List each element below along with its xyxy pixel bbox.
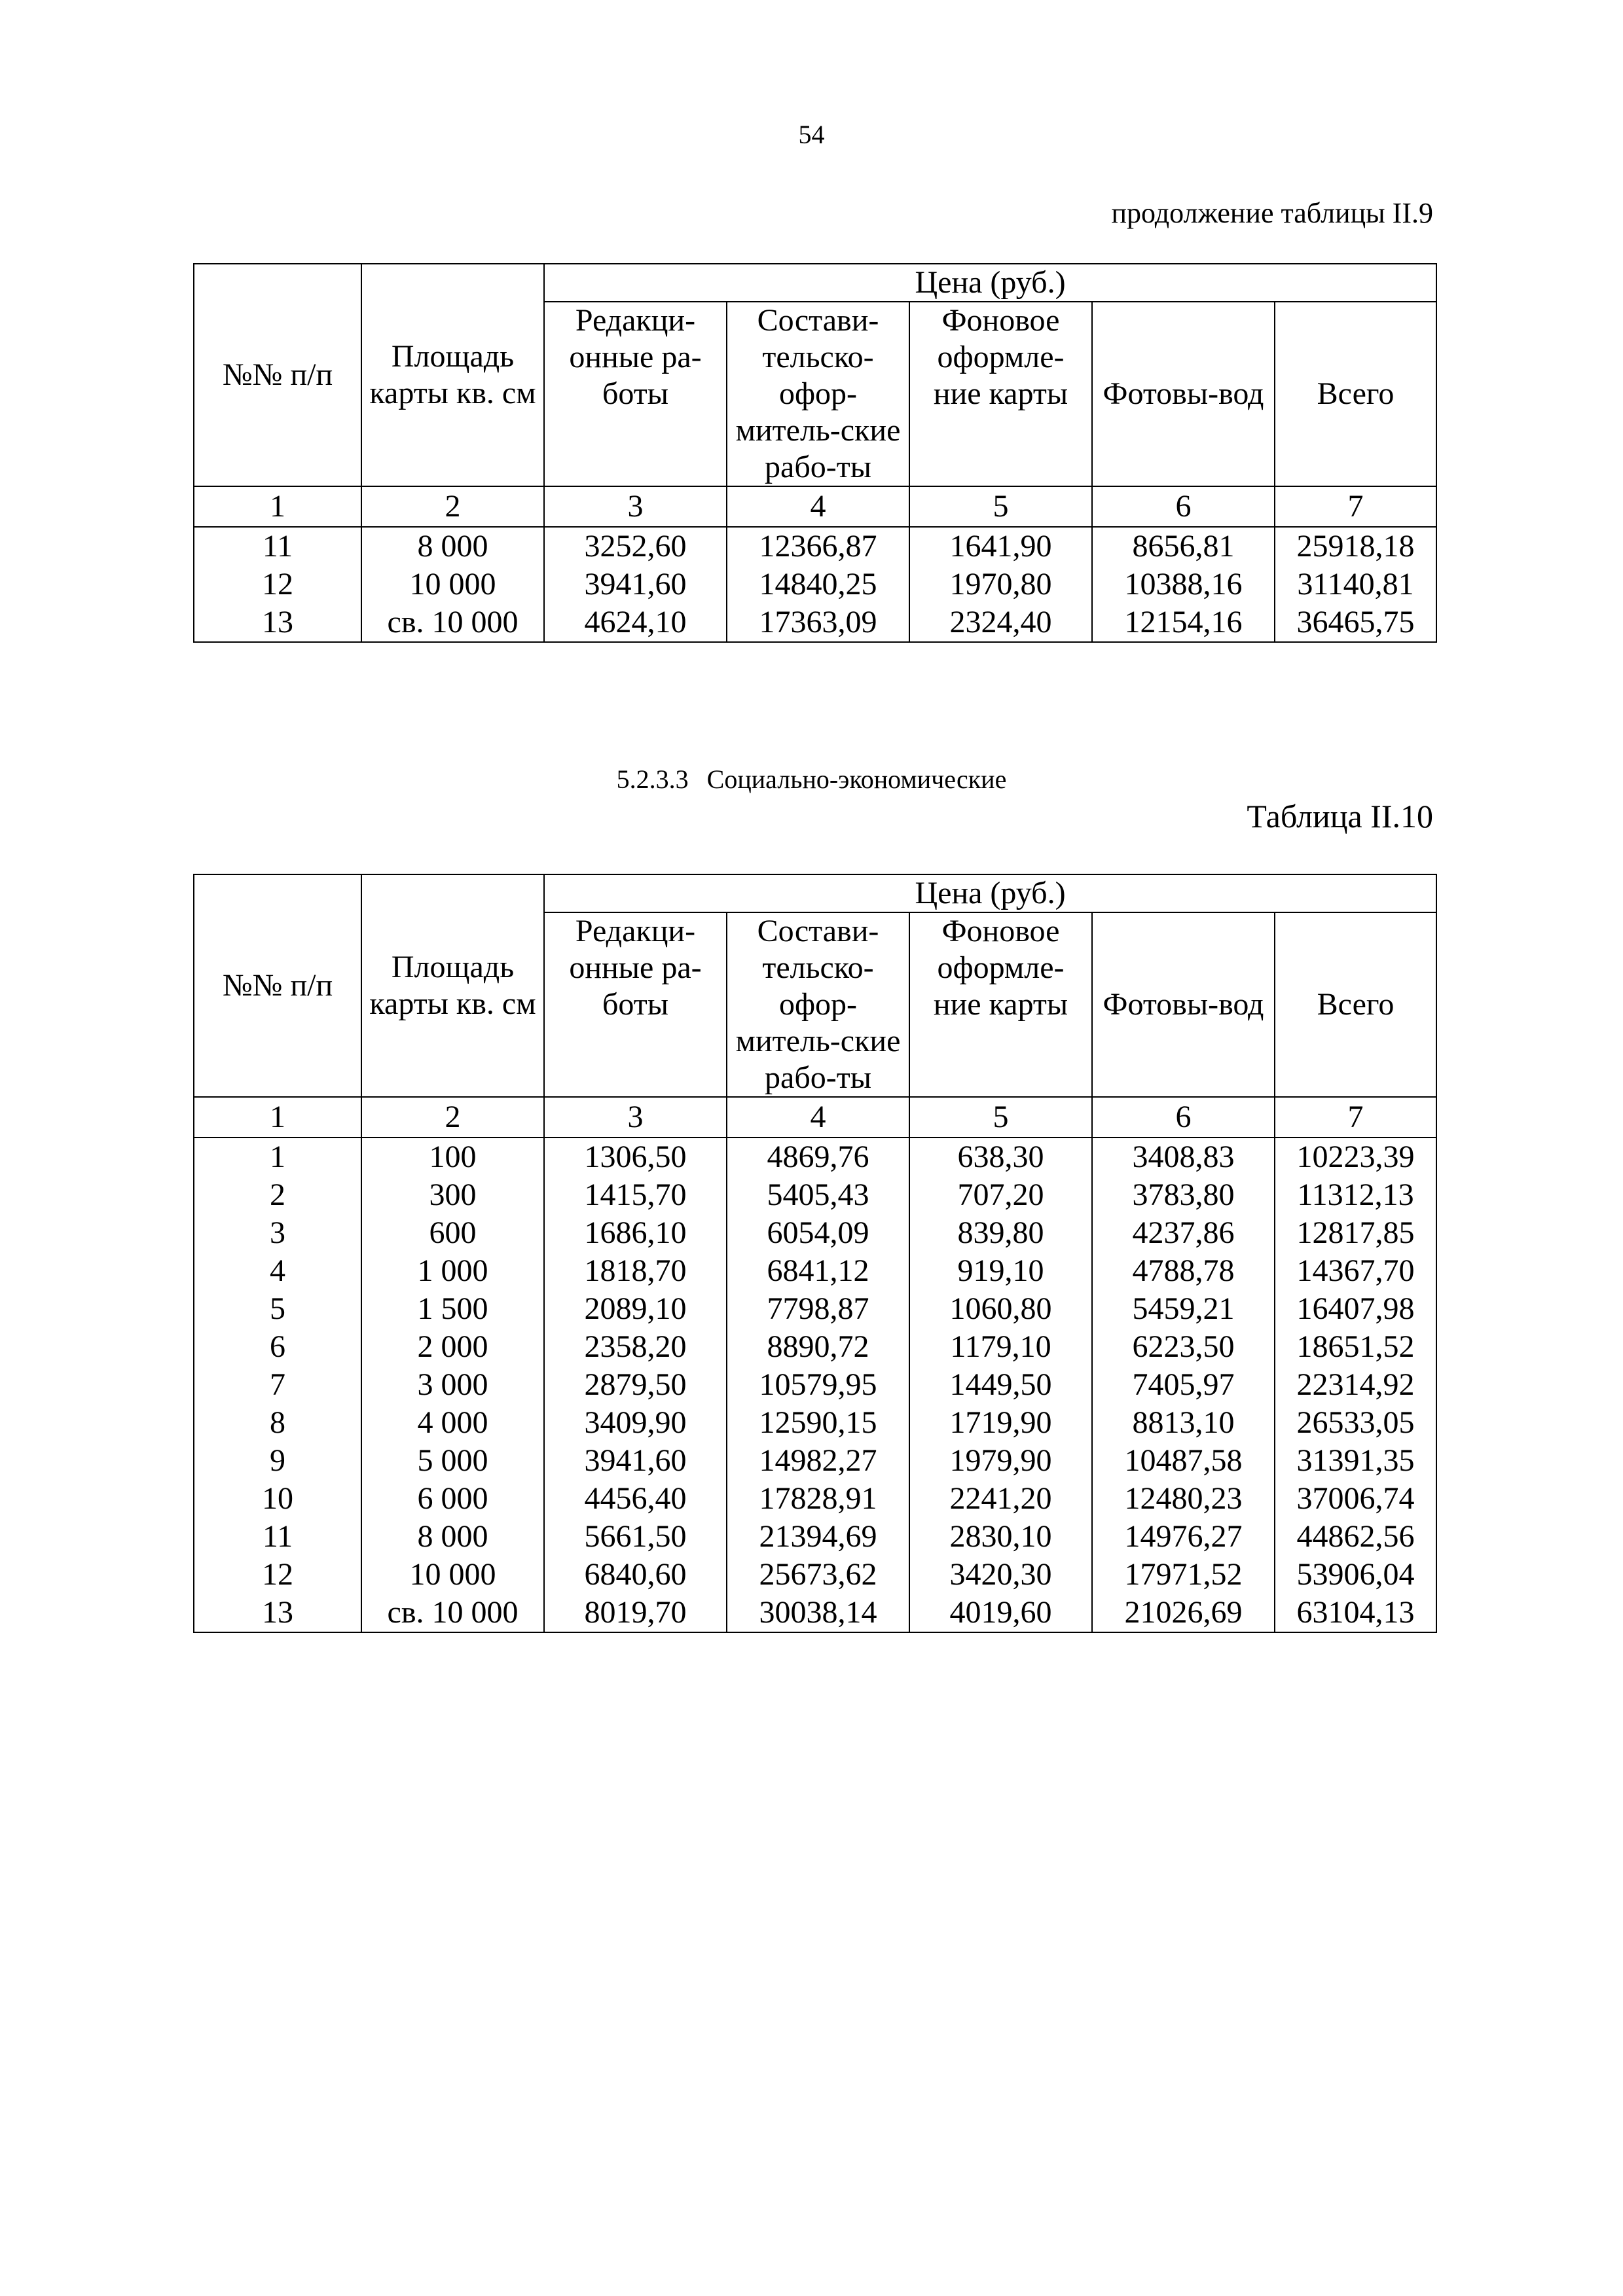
table-row [194, 1404, 1436, 1442]
section-heading [0, 761, 1623, 798]
table-cell: 2 [194, 1176, 361, 1214]
table-cell: 21026,69 [1092, 1594, 1275, 1632]
table-cell: 3252,60 [544, 527, 727, 565]
table-cell: 4 000 [361, 1404, 544, 1442]
table-row [194, 1442, 1436, 1480]
column-number: 3 [544, 486, 727, 527]
table-cell: 8 000 [361, 527, 544, 565]
table-row [194, 1290, 1436, 1328]
table-cell: 1818,70 [544, 1252, 727, 1290]
header-area-label: Площадь карты кв. см [369, 339, 536, 410]
header-num-label: №№ п/п [222, 357, 333, 392]
table-cell: 5459,21 [1092, 1290, 1275, 1328]
table-body [194, 1138, 1436, 1632]
header-num [194, 874, 361, 1097]
table-cell: 1641,90 [909, 527, 1092, 565]
column-number: 7 [1275, 486, 1436, 527]
header-background-label: Фоновое оформле-ние карты [933, 303, 1068, 411]
table-cell: 1 500 [361, 1290, 544, 1328]
table-cell: 12 [194, 1556, 361, 1594]
table-row [194, 1252, 1436, 1290]
table-cell: 8890,72 [727, 1328, 909, 1366]
table-cell: 100 [361, 1138, 544, 1176]
table-cell: 1686,10 [544, 1214, 727, 1252]
table-cell: 707,20 [909, 1176, 1092, 1214]
table-cell: 10 000 [361, 1556, 544, 1594]
table-cell: 2830,10 [909, 1518, 1092, 1556]
header-editorial [544, 302, 727, 486]
header-photo [1092, 912, 1275, 1097]
table-cell: 3420,30 [909, 1556, 1092, 1594]
table-row [194, 603, 1436, 642]
table-row [194, 565, 1436, 603]
table-ii10 [193, 874, 1437, 1633]
header-editorial-label: Редакци-онные ра-боты [569, 303, 702, 411]
header-area [361, 264, 544, 486]
table-cell: 11 [194, 527, 361, 565]
table-cell: 10 000 [361, 565, 544, 603]
table-cell: 6841,12 [727, 1252, 909, 1290]
table-cell: 6223,50 [1092, 1328, 1275, 1366]
table-ii9-continued [193, 263, 1437, 643]
column-number: 5 [909, 486, 1092, 527]
table-row [194, 1518, 1436, 1556]
table-cell: 4869,76 [727, 1138, 909, 1176]
table-cell: 1719,90 [909, 1404, 1092, 1442]
header-area [361, 874, 544, 1097]
table-cell: 14976,27 [1092, 1518, 1275, 1556]
table-cell: 10388,16 [1092, 565, 1275, 603]
header-compiling-label: Состави-тельско-офор-митель-ские рабо-ты [735, 914, 901, 1095]
table-cell: 6054,09 [727, 1214, 909, 1252]
table-cell: 12480,23 [1092, 1480, 1275, 1518]
table-cell: 14982,27 [727, 1442, 909, 1480]
table-cell: 1 [194, 1138, 361, 1176]
header-total [1275, 302, 1436, 486]
table-row [194, 1480, 1436, 1518]
table-cell: 1970,80 [909, 565, 1092, 603]
header-area-label: Площадь карты кв. см [369, 950, 536, 1021]
table-cell: 9 [194, 1442, 361, 1480]
column-number: 5 [909, 1097, 1092, 1138]
header-num-label: №№ п/п [222, 968, 333, 1003]
header-num [194, 264, 361, 486]
table-cell: 919,10 [909, 1252, 1092, 1290]
header-compiling-label: Состави-тельско-офор-митель-ские рабо-ты [735, 303, 901, 484]
header-photo [1092, 302, 1275, 486]
table-cell: 5405,43 [727, 1176, 909, 1214]
table-cell: 1979,90 [909, 1442, 1092, 1480]
table-cell: 839,80 [909, 1214, 1092, 1252]
table-cell: 22314,92 [1275, 1366, 1436, 1404]
table-cell: св. 10 000 [361, 1594, 544, 1632]
header-editorial [544, 912, 727, 1097]
table-cell: 8019,70 [544, 1594, 727, 1632]
column-number: 2 [361, 1097, 544, 1138]
header-compiling [727, 912, 909, 1097]
table-cell: 12366,87 [727, 527, 909, 565]
header-price-group-label: Цена (руб.) [915, 876, 1066, 910]
header-total-label: Всего [1317, 376, 1395, 411]
table-cell: 4 [194, 1252, 361, 1290]
table-cell: 3409,90 [544, 1404, 727, 1442]
table-cell: 6 [194, 1328, 361, 1366]
table-cell: 36465,75 [1275, 603, 1436, 642]
table-cell: 8 000 [361, 1518, 544, 1556]
table-cell: 3408,83 [1092, 1138, 1275, 1176]
page-number: 54 [798, 120, 825, 149]
table-cell: 1179,10 [909, 1328, 1092, 1366]
table-cell: 10579,95 [727, 1366, 909, 1404]
column-number: 6 [1092, 1097, 1275, 1138]
table-cell: 4237,86 [1092, 1214, 1275, 1252]
column-number: 1 [194, 486, 361, 527]
table-cell: 11312,13 [1275, 1176, 1436, 1214]
table-cell: 18651,52 [1275, 1328, 1436, 1366]
table-cell: 638,30 [909, 1138, 1092, 1176]
table-cell: 7405,97 [1092, 1366, 1275, 1404]
table-cell: 21394,69 [727, 1518, 909, 1556]
header-price-group [544, 264, 1436, 302]
table-cell: 5 [194, 1290, 361, 1328]
table-cell: 3941,60 [544, 1442, 727, 1480]
table-cell: 31140,81 [1275, 565, 1436, 603]
table-cell: 7 [194, 1366, 361, 1404]
continuation-caption: продолжение таблицы II.9 [1111, 197, 1433, 229]
table-cell: 10 [194, 1480, 361, 1518]
column-number: 7 [1275, 1097, 1436, 1138]
table-cell: 25673,62 [727, 1556, 909, 1594]
table-cell: св. 10 000 [361, 603, 544, 642]
table-label: Таблица II.10 [1247, 798, 1433, 834]
table-cell: 2324,40 [909, 603, 1092, 642]
table-cell: 6840,60 [544, 1556, 727, 1594]
table-cell: 37006,74 [1275, 1480, 1436, 1518]
table-cell: 12 [194, 565, 361, 603]
column-number: 2 [361, 486, 544, 527]
header-total [1275, 912, 1436, 1097]
header-total-label: Всего [1317, 987, 1395, 1022]
table-cell: 1306,50 [544, 1138, 727, 1176]
table-cell: 2358,20 [544, 1328, 727, 1366]
table-cell: 8 [194, 1404, 361, 1442]
table-cell: 4624,10 [544, 603, 727, 642]
table-cell: 14367,70 [1275, 1252, 1436, 1290]
column-number-row [194, 1097, 1436, 1138]
table-row [194, 1594, 1436, 1632]
table-cell: 63104,13 [1275, 1594, 1436, 1632]
table-cell: 26533,05 [1275, 1404, 1436, 1442]
table-cell: 25918,18 [1275, 527, 1436, 565]
table-cell: 16407,98 [1275, 1290, 1436, 1328]
table-cell: 3941,60 [544, 565, 727, 603]
table-row [194, 1138, 1436, 1176]
column-number: 3 [544, 1097, 727, 1138]
header-photo-label: Фотовы-вод [1103, 987, 1264, 1022]
table-cell: 10223,39 [1275, 1138, 1436, 1176]
table-cell: 4019,60 [909, 1594, 1092, 1632]
table-cell: 4788,78 [1092, 1252, 1275, 1290]
table-cell: 13 [194, 603, 361, 642]
table-cell: 300 [361, 1176, 544, 1214]
table-cell: 2241,20 [909, 1480, 1092, 1518]
table-body [194, 527, 1436, 642]
header-price-group [544, 874, 1436, 912]
table-cell: 11 [194, 1518, 361, 1556]
table-cell: 5 000 [361, 1442, 544, 1480]
header-row [194, 874, 1436, 912]
table-cell: 2 000 [361, 1328, 544, 1366]
table-row [194, 1328, 1436, 1366]
header-compiling [727, 302, 909, 486]
table-cell: 10487,58 [1092, 1442, 1275, 1480]
table-cell: 12590,15 [727, 1404, 909, 1442]
table-cell: 3783,80 [1092, 1176, 1275, 1214]
table-cell: 14840,25 [727, 565, 909, 603]
table-cell: 4456,40 [544, 1480, 727, 1518]
table-row [194, 527, 1436, 565]
header-photo-label: Фотовы-вод [1103, 376, 1264, 411]
table-cell: 600 [361, 1214, 544, 1252]
table-cell: 2879,50 [544, 1366, 727, 1404]
table-cell: 5661,50 [544, 1518, 727, 1556]
column-number: 4 [727, 1097, 909, 1138]
table-row [194, 1366, 1436, 1404]
table-cell: 30038,14 [727, 1594, 909, 1632]
table-cell: 2089,10 [544, 1290, 727, 1328]
column-number: 6 [1092, 486, 1275, 527]
table-row [194, 1556, 1436, 1594]
table-cell: 8656,81 [1092, 527, 1275, 565]
table-cell: 1415,70 [544, 1176, 727, 1214]
column-number-row [194, 486, 1436, 527]
table-cell: 12154,16 [1092, 603, 1275, 642]
table-cell: 12817,85 [1275, 1214, 1436, 1252]
column-number: 1 [194, 1097, 361, 1138]
table-cell: 6 000 [361, 1480, 544, 1518]
table-cell: 53906,04 [1275, 1556, 1436, 1594]
header-background [909, 912, 1092, 1097]
table-row [194, 1176, 1436, 1214]
table-cell: 17828,91 [727, 1480, 909, 1518]
table-cell: 1060,80 [909, 1290, 1092, 1328]
header-background-label: Фоновое оформле-ние карты [933, 914, 1068, 1022]
table-cell: 3 [194, 1214, 361, 1252]
column-number: 4 [727, 486, 909, 527]
table-cell: 17363,09 [727, 603, 909, 642]
header-row [194, 264, 1436, 302]
table-cell: 8813,10 [1092, 1404, 1275, 1442]
header-background [909, 302, 1092, 486]
table-cell: 3 000 [361, 1366, 544, 1404]
section-number: 5.2.3.3 [616, 764, 689, 794]
table-cell: 1 000 [361, 1252, 544, 1290]
section-title: Социально-экономические [706, 764, 1007, 794]
table-cell: 17971,52 [1092, 1556, 1275, 1594]
table-cell: 1449,50 [909, 1366, 1092, 1404]
header-price-group-label: Цена (руб.) [915, 265, 1066, 300]
table-cell: 13 [194, 1594, 361, 1632]
header-editorial-label: Редакци-онные ра-боты [569, 914, 702, 1022]
table-cell: 44862,56 [1275, 1518, 1436, 1556]
table-cell: 7798,87 [727, 1290, 909, 1328]
table-row [194, 1214, 1436, 1252]
table-cell: 31391,35 [1275, 1442, 1436, 1480]
